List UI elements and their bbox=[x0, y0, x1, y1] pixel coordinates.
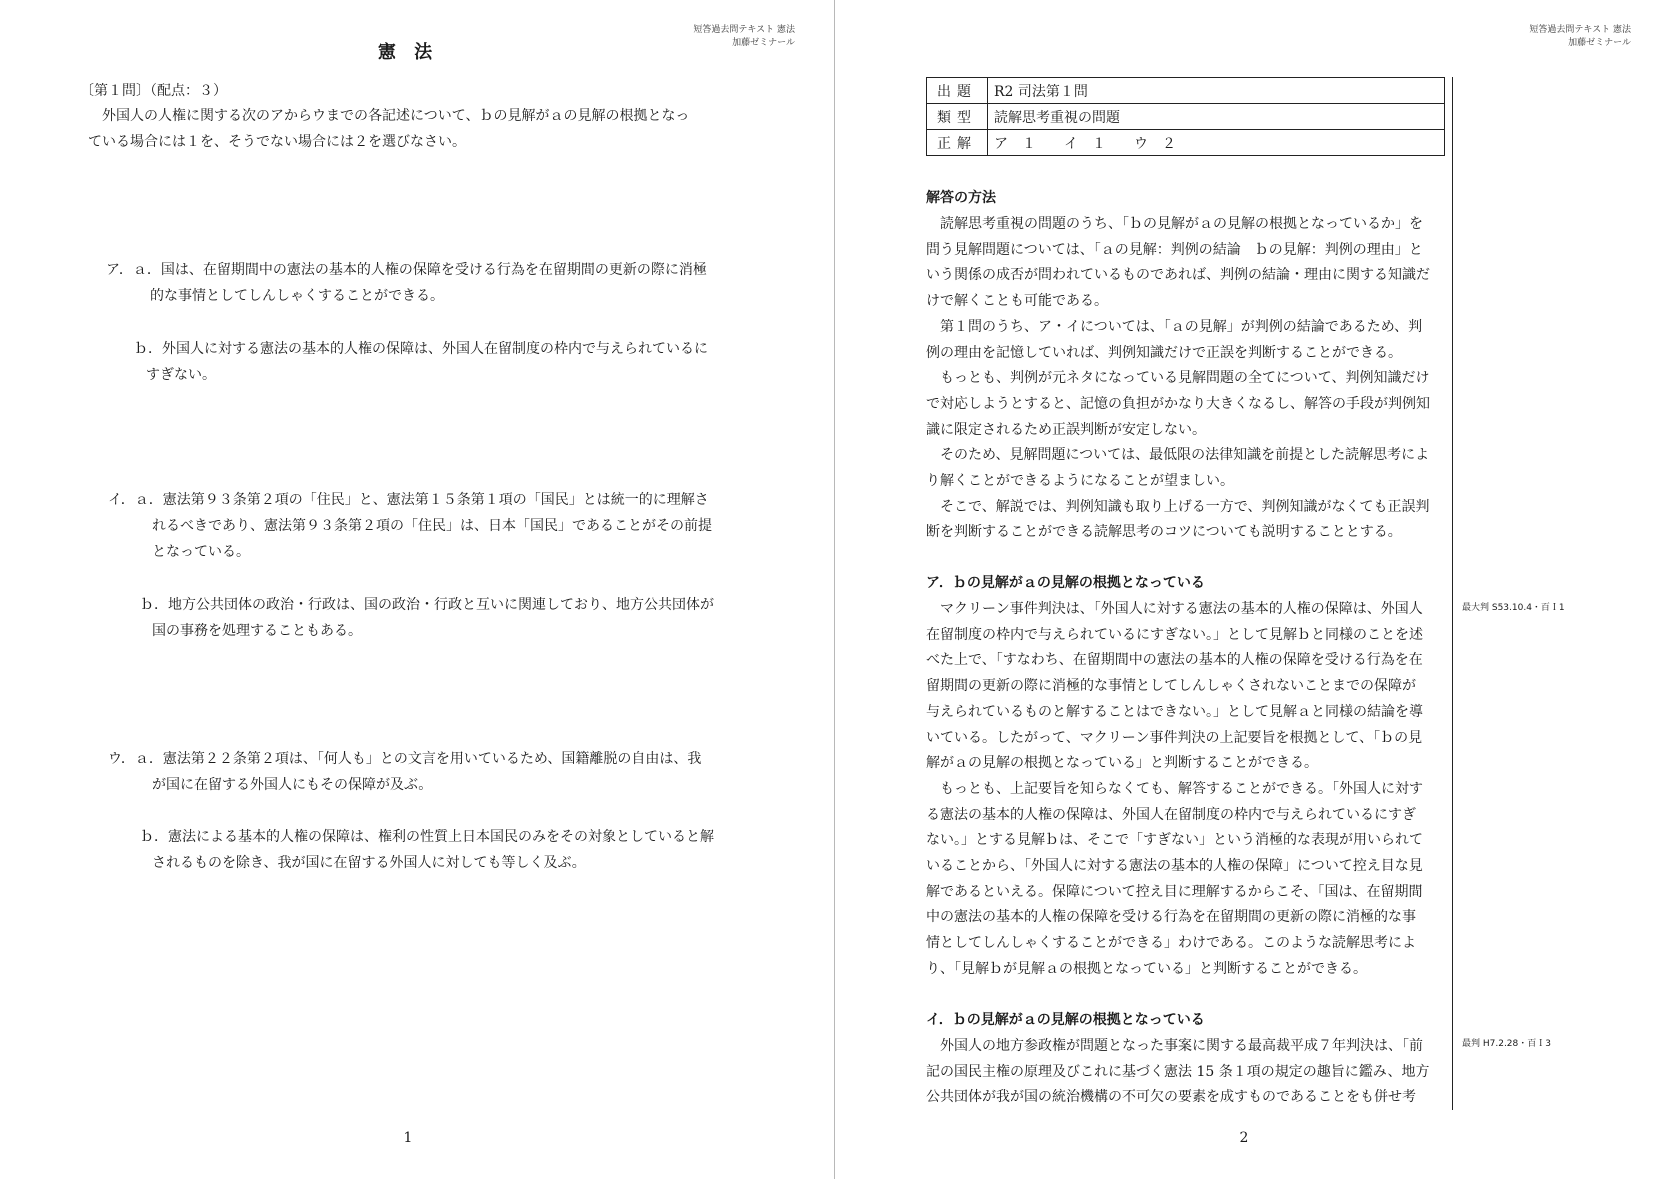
section-heading-method: 解答の方法 bbox=[926, 190, 996, 206]
header-title: 短答過去問テキスト 憲法 bbox=[1529, 25, 1631, 35]
method-line: で対応しようとすると、記憶の負担がかなり大きくなるし、解答の手段が判例知 bbox=[926, 395, 1430, 412]
header-publisher: 加藤ゼミナール bbox=[1568, 38, 1631, 48]
method-line: 読解思考重視の問題のうち、「ｂの見解がａの見解の根拠となっているか」を bbox=[926, 216, 1423, 232]
a-line: 留期間の更新の際に消極的な事情としてしんしゃくされないことまでの保障が bbox=[926, 678, 1416, 695]
method-line: 断を判断することができる読解思考のコツについても説明することとする。 bbox=[926, 524, 1402, 541]
a-line: もっとも、上記要旨を知らなくても、解答することができる。「外国人に対す bbox=[926, 780, 1423, 797]
row-value-type: 読解思考重視の問題 bbox=[988, 104, 1445, 130]
a-line: いている。したがって、マクリーン事件判決の上記要旨を根拠として、「ｂの見 bbox=[926, 729, 1423, 746]
question-label: 〔第１問〕（配点：３） bbox=[80, 83, 227, 99]
method-line: いう関係の成否が問われているものであれば、判例の結論・理由に関する知識だ bbox=[926, 267, 1430, 284]
a-line: ない。」とする見解ｂは、そこで「すぎない」という消極的な表現が用いられて bbox=[926, 832, 1423, 849]
a-line: 中の憲法の基本的人権の保障を受ける行為を在留期間の更新の際に消極的な事 bbox=[926, 909, 1416, 926]
i-line: 外国人の地方参政権が問題となった事案に関する最高裁平成７年判決は、「前 bbox=[926, 1038, 1423, 1054]
question-info-table bbox=[926, 77, 1445, 156]
page-number: 2 bbox=[1239, 1130, 1249, 1146]
item-i-view-a-line-2: れるべきであり、憲法第９３条第２項の「住民」は、日本「国民」であることがその前提 bbox=[152, 518, 712, 534]
a-line: 解であるといえる。保障について控え目に理解するからこそ、「国は、在留期間 bbox=[926, 883, 1423, 900]
method-line: けで解くことも可能である。 bbox=[926, 293, 1108, 310]
a-line: る憲法の基本的人権の保障は、外国人在留制度の枠内で与えられているにすぎ bbox=[926, 806, 1416, 823]
a-line: いることから、「外国人に対する憲法の基本的人権の保障」について控え目な見 bbox=[926, 858, 1423, 874]
page-title: 憲 法 bbox=[377, 42, 439, 63]
page-2 bbox=[834, 0, 1668, 1179]
item-i-view-a-line-3: となっている。 bbox=[152, 544, 250, 560]
table-row bbox=[927, 78, 1445, 104]
a-line: 情としてしんしゃくすることができる」わけである。このような読解思考によ bbox=[926, 935, 1416, 952]
method-line: り解くことができるようになることが望ましい。 bbox=[926, 473, 1234, 489]
table-row bbox=[927, 130, 1445, 156]
method-line: そこで、解説では、判例知識も取り上げる一方で、判例知識がなくても正誤判 bbox=[926, 498, 1430, 515]
method-line: 問う見解問題については、「ａの見解：判例の結論 ｂの見解：判例の理由」と bbox=[926, 241, 1423, 258]
a-line: 在留制度の枠内で与えられているにすぎない。」として見解ｂと同様のことを述 bbox=[926, 626, 1423, 643]
item-a-view-a-line-2: 的な事情としてしんしゃくすることができる。 bbox=[150, 288, 444, 304]
method-line: 識に限定されるため正誤判断が安定しない。 bbox=[926, 421, 1206, 438]
header-publisher: 加藤ゼミナール bbox=[732, 38, 795, 48]
item-u-view-b-line-1: ｂ．憲法による基本的人権の保障は、権利の性質上日本国民のみをその対象としていると解 bbox=[140, 829, 714, 845]
running-header bbox=[1529, 24, 1631, 50]
item-i-view-b-line-2: 国の事務を処理することもある。 bbox=[152, 623, 362, 639]
row-key-answer: 正解 bbox=[927, 130, 988, 156]
item-u-view-a-line-2: が国に在留する外国人にもその保障が及ぶ。 bbox=[152, 777, 433, 793]
method-line: そのため、見解問題については、最低限の法律知識を前提とした読解思考によ bbox=[926, 447, 1430, 464]
case-citation-a: 最大判 S53.10.4・百Ｉ1 bbox=[1462, 603, 1565, 613]
item-u-view-b-line-2: されるものを除き、我が国に在留する外国人に対しても等しく及ぶ。 bbox=[152, 855, 586, 871]
row-value-answer: ア １ イ １ ウ ２ bbox=[988, 130, 1445, 156]
row-key-type: 類型 bbox=[927, 104, 988, 130]
a-line: べた上で、「すなわち、在留期間中の憲法の基本的人権の保障を受ける行為を在 bbox=[926, 652, 1423, 669]
row-key-source: 出題 bbox=[927, 78, 988, 104]
margin-rule bbox=[1452, 77, 1453, 1110]
a-line: 解がａの見解の根拠となっている」と判断することができる。 bbox=[926, 755, 1318, 772]
item-i-view-b-line-1: ｂ．地方公共団体の政治・行政は、国の政治・行政と互いに関連しており、地方公共団体が bbox=[140, 597, 714, 613]
item-a-view-a-line-1: ア．ａ．国は、在留期間中の憲法の基本的人権の保障を受ける行為を在留期間の更新の際に消極 bbox=[106, 262, 707, 278]
method-line: 例の理由を記憶していれば、判例知識だけで正誤を判断することができる。 bbox=[926, 344, 1402, 361]
section-heading-i: イ．ｂの見解がａの見解の根拠となっている bbox=[926, 1012, 1205, 1028]
row-value-source: R2 司法第１問 bbox=[988, 78, 1445, 104]
item-i-view-a-line-1: イ．ａ．憲法第９３条第２項の「住民」と、憲法第１５条第１項の「国民」とは統一的に理解さ bbox=[108, 492, 709, 508]
method-line: 第１問のうち、ア・イについては、「ａの見解」が判例の結論であるため、判 bbox=[926, 318, 1423, 335]
a-line: り、「見解ｂが見解ａの根拠となっている」と判断することができる。 bbox=[926, 960, 1367, 977]
instruction-line-2: ている場合には１を、そうでない場合には２を選びなさい。 bbox=[88, 134, 466, 150]
a-line: 与えられているものと解することはできない。」として見解ａと同様の結論を導 bbox=[926, 703, 1423, 720]
page-number: 1 bbox=[403, 1130, 413, 1146]
method-line: もっとも、判例が元ネタになっている見解問題の全てについて、判例知識だけ bbox=[926, 370, 1430, 387]
instruction-line-1: 外国人の人権に関する次のアからウまでの各記述について、ｂの見解がａの見解の根拠となっ bbox=[88, 108, 690, 124]
item-u-view-a-line-1: ウ．ａ．憲法第２２条第２項は、「何人も」との文言を用いているため、国籍離脱の自由は、我 bbox=[108, 751, 702, 767]
a-line: マクリーン事件判決は、「外国人に対する憲法の基本的人権の保障は、外国人 bbox=[926, 601, 1423, 617]
case-citation-i: 最判 H7.2.28・百Ｉ3 bbox=[1462, 1039, 1551, 1049]
table-row bbox=[927, 104, 1445, 130]
section-heading-a: ア．ｂの見解がａの見解の根拠となっている bbox=[926, 575, 1205, 591]
i-line: 公共団体が我が国の統治機構の不可欠の要素を成すものであることをも併せ考 bbox=[926, 1089, 1416, 1106]
item-a-view-b-line-2: すぎない。 bbox=[146, 367, 216, 383]
header-title: 短答過去問テキスト 憲法 bbox=[693, 25, 795, 35]
item-a-view-b-line-1: ｂ．外国人に対する憲法の基本的人権の保障は、外国人在留制度の枠内で与えられているに bbox=[134, 341, 708, 357]
i-line: 記の国民主権の原理及びこれに基づく憲法 15 条１項の規定の趣旨に鑑み、地方 bbox=[926, 1063, 1430, 1080]
